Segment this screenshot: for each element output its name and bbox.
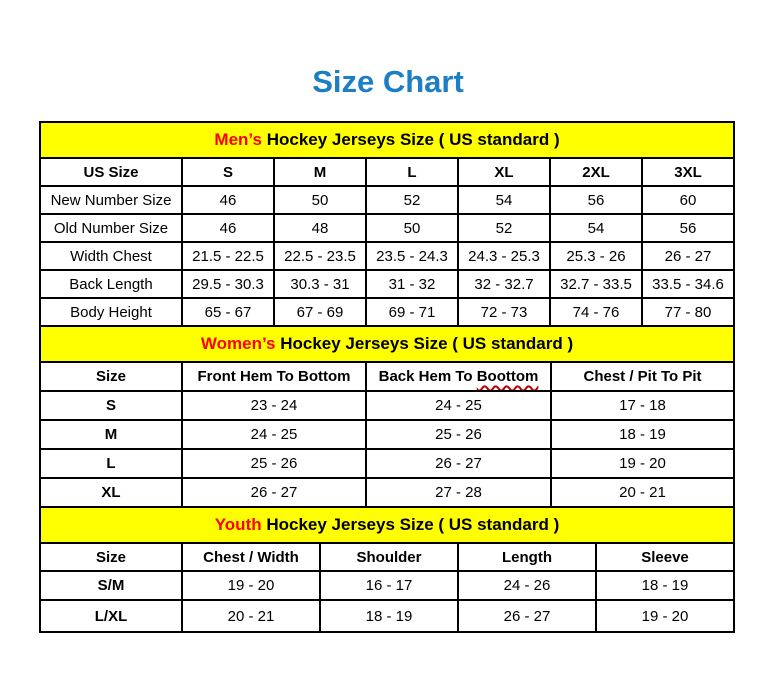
mens-banner-row <box>40 122 734 158</box>
column-header: Size <box>40 543 182 571</box>
table-row <box>40 242 734 270</box>
value-cell: 56 <box>642 214 734 242</box>
table-row <box>40 420 734 449</box>
row-label: Width Chest <box>40 242 182 270</box>
value-cell: 74 - 76 <box>550 298 642 326</box>
column-header: M <box>274 158 366 186</box>
value-cell: 18 - 19 <box>596 571 734 600</box>
table-row <box>40 186 734 214</box>
youth-banner-text: Hockey Jerseys Size ( US standard ) <box>266 515 560 534</box>
row-label: New Number Size <box>40 186 182 214</box>
mens-header-row <box>40 158 734 186</box>
table-row <box>40 214 734 242</box>
mens-banner-text: Hockey Jerseys Size ( US standard ) <box>266 130 560 149</box>
womens-size-table <box>39 325 735 508</box>
value-cell: 19 - 20 <box>182 571 320 600</box>
value-cell: 31 - 32 <box>366 270 458 298</box>
row-label: S <box>40 391 182 420</box>
column-header: XL <box>458 158 550 186</box>
value-cell: 48 <box>274 214 366 242</box>
womens-banner-highlight: Women’s <box>200 334 276 353</box>
value-cell: 18 - 19 <box>551 420 734 449</box>
youth-banner-row <box>40 507 734 543</box>
youth-banner <box>40 507 734 543</box>
value-cell: 20 - 21 <box>551 478 734 507</box>
value-cell: 23 - 24 <box>182 391 366 420</box>
value-cell: 52 <box>458 214 550 242</box>
womens-banner-row <box>40 326 734 362</box>
value-cell: 24 - 25 <box>182 420 366 449</box>
value-cell: 67 - 69 <box>274 298 366 326</box>
column-header: L <box>366 158 458 186</box>
value-cell: 16 - 17 <box>320 571 458 600</box>
table-row <box>40 449 734 478</box>
value-cell: 24.3 - 25.3 <box>458 242 550 270</box>
value-cell: 21.5 - 22.5 <box>182 242 274 270</box>
value-cell: 46 <box>182 214 274 242</box>
value-cell: 17 - 18 <box>551 391 734 420</box>
value-cell: 25 - 26 <box>182 449 366 478</box>
value-cell: 24 - 25 <box>366 391 551 420</box>
value-cell: 65 - 67 <box>182 298 274 326</box>
value-cell: 29.5 - 30.3 <box>182 270 274 298</box>
column-header: Shoulder <box>320 543 458 571</box>
value-cell: 19 - 20 <box>551 449 734 478</box>
value-cell: 30.3 - 31 <box>274 270 366 298</box>
youth-header-row <box>40 543 734 571</box>
row-label: XL <box>40 478 182 507</box>
value-cell: 27 - 28 <box>366 478 551 507</box>
value-cell: 22.5 - 23.5 <box>274 242 366 270</box>
row-label: Old Number Size <box>40 214 182 242</box>
value-cell: 26 - 27 <box>182 478 366 507</box>
column-header: Length <box>458 543 596 571</box>
column-header: Chest / Pit To Pit <box>551 362 734 391</box>
value-cell: 24 - 26 <box>458 571 596 600</box>
womens-banner-text: Hockey Jerseys Size ( US standard ) <box>280 334 574 353</box>
column-header: US Size <box>40 158 182 186</box>
youth-banner-highlight: Youth <box>214 515 262 534</box>
youth-size-table <box>39 506 735 633</box>
value-cell: 32 - 32.7 <box>458 270 550 298</box>
value-cell: 33.5 - 34.6 <box>642 270 734 298</box>
page-title: Size Chart <box>312 64 464 99</box>
value-cell: 32.7 - 33.5 <box>550 270 642 298</box>
column-header: Sleeve <box>596 543 734 571</box>
misspelled-word: Boottom <box>476 368 539 385</box>
column-header <box>366 362 551 391</box>
column-header: S <box>182 158 274 186</box>
value-cell: 19 - 20 <box>596 600 734 632</box>
mens-size-table <box>39 121 735 327</box>
value-cell: 56 <box>550 186 642 214</box>
row-label: L/XL <box>40 600 182 632</box>
column-header: Chest / Width <box>182 543 320 571</box>
value-cell: 52 <box>366 186 458 214</box>
value-cell: 46 <box>182 186 274 214</box>
row-label: M <box>40 420 182 449</box>
value-cell: 26 - 27 <box>458 600 596 632</box>
table-row <box>40 478 734 507</box>
table-row <box>40 571 734 600</box>
column-header: 2XL <box>550 158 642 186</box>
row-label: S/M <box>40 571 182 600</box>
column-header: Size <box>40 362 182 391</box>
column-header-text: Back Hem To <box>378 368 473 385</box>
value-cell: 60 <box>642 186 734 214</box>
value-cell: 77 - 80 <box>642 298 734 326</box>
column-header: Front Hem To Bottom <box>182 362 366 391</box>
womens-banner <box>40 326 734 362</box>
value-cell: 50 <box>274 186 366 214</box>
value-cell: 25 - 26 <box>366 420 551 449</box>
value-cell: 54 <box>458 186 550 214</box>
value-cell: 69 - 71 <box>366 298 458 326</box>
row-label: L <box>40 449 182 478</box>
value-cell: 26 - 27 <box>366 449 551 478</box>
table-row <box>40 270 734 298</box>
value-cell: 20 - 21 <box>182 600 320 632</box>
table-row <box>40 298 734 326</box>
column-header: 3XL <box>642 158 734 186</box>
value-cell: 72 - 73 <box>458 298 550 326</box>
value-cell: 18 - 19 <box>320 600 458 632</box>
table-row <box>40 600 734 632</box>
value-cell: 23.5 - 24.3 <box>366 242 458 270</box>
size-chart-tables <box>39 121 733 633</box>
mens-banner-highlight: Men’s <box>214 130 262 149</box>
mens-banner <box>40 122 734 158</box>
row-label: Back Length <box>40 270 182 298</box>
row-label: Body Height <box>40 298 182 326</box>
value-cell: 54 <box>550 214 642 242</box>
value-cell: 26 - 27 <box>642 242 734 270</box>
value-cell: 25.3 - 26 <box>550 242 642 270</box>
womens-header-row <box>40 362 734 391</box>
value-cell: 50 <box>366 214 458 242</box>
table-row <box>40 391 734 420</box>
